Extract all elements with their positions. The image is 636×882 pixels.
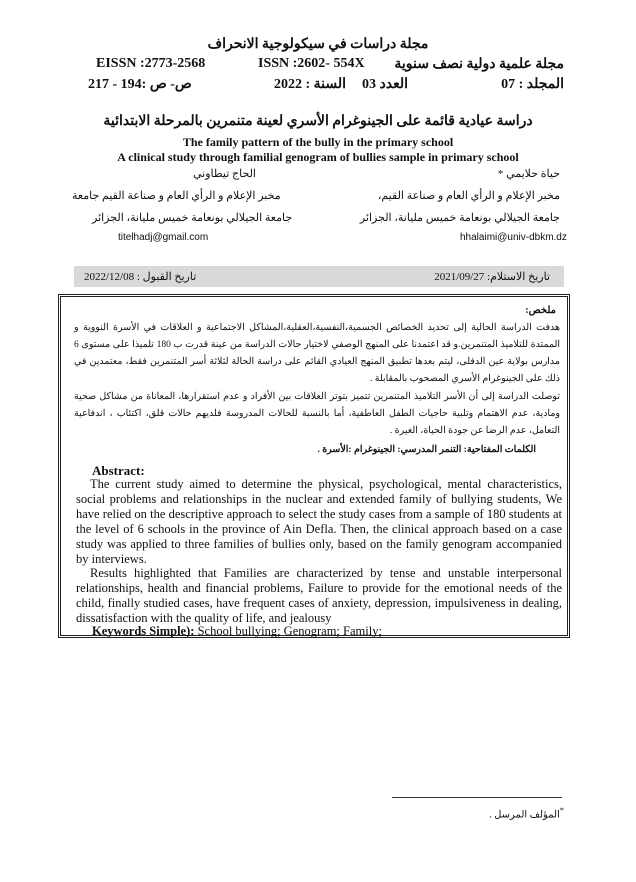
- title-arabic: دراسة عيادية قائمة على الجينوغرام الأسري لعينة متنمرين بالمرحلة الابتدائية: [103, 114, 533, 129]
- abstract-en-paragraph-2: Results highlighted that Families are characterized by tense and unstable interpersonal relationships, health and financial problems, Failure to provide for the emotional needs of the child, finally studied cases, have frequent cases of anxiety, depression, impulsiveness in dealing, dissatisfaction with the quality of life, and jealousy: [76, 566, 562, 625]
- author-1-name: حياة حلايمي *: [497, 168, 560, 180]
- footnote-text: المؤلف المرسل .: [489, 809, 560, 821]
- author-2-email[interactable]: titelhadj@gmail.com: [118, 232, 209, 243]
- author-1-email[interactable]: hhalaimi@univ-dbkm.dz: [460, 232, 567, 243]
- issue: العدد 03: [362, 77, 408, 92]
- pages: ص- ص :194 - 217: [88, 77, 192, 92]
- author-1-university: جامعة الجيلالي بونعامة خميس مليانة، الجزائر: [359, 212, 560, 224]
- author-2-lab: مخبر الإعلام و الرأي العام و صناعة القيم جامعة: [72, 190, 281, 202]
- abstract-en-keywords-line: [92, 624, 382, 639]
- abstract-en-paragraph-1: The current study aimed to determine the physical, psychological, mental characteristics, social problems and relationships in the nuclear and extended family of bullying students, We have relied on the descriptive approach to select the study cases from a sample of 180 students at the level of 6 schools in the province of Ain Defla. Then, the clinical approach based on a case study was applied to three families of bullies only, based on the family genogram accompanied by interviews.: [76, 477, 562, 566]
- abstract-ar-paragraph-1: هدفت الدراسة الحالية إلى تحديد الخصائص الجسمية،النفسية،العقلية،المشاكل الاجتماعية و العلاقات في الأسرة النووية و الممتدة للتلاميذ المتنمرين.و قد اعتمدنا على المنهج الوصفي لاختيار حالات الدراسة من عينة قدرت ب 180 تلميذا على مستوى 6 مدارس بولاية عين الدفلى، ليتم بعدها تطبيق المنهج العيادي القائم على دراسة الحالة لثلاثة أسر المتنمرين فقط، معتمدين في ذلك على الجينوغرام الأسري المصحوب بالمقابلة .: [74, 323, 560, 384]
- footnote-separator: [392, 797, 562, 798]
- journal-name: مجلة دراسات في سيكولوجية الانحراف: [207, 37, 429, 52]
- author-2-name: الحاج تيطاوني: [192, 168, 256, 180]
- title-english-line-2: A clinical study through familial genogram of bullies sample in primary school: [117, 150, 519, 164]
- accepted-date: تاريخ القبول : 2022/12/08: [84, 271, 197, 283]
- abstract-ar-paragraph-2: توصلت الدراسة إلى أن الأسر التلاميذ المتنمرين تتميز بتوتر العلاقات بين الأفراد و عدم استقرارها، المعاناة من مشاكل صحية ومادية، عدم الاهتمام وتلبية حاجيات الطفل العاطفية، أما بالنسبة للحالات المدروسة فلديهم حالات قلق، اكتئاب ، اندفاعية التعامل، عدم الرضا عن جودة الحياة، الغيرة .: [74, 392, 560, 436]
- abstract-en-heading: Abstract:: [92, 463, 145, 478]
- author-2-university: جامعة الجيلالي بونعامة خميس مليانة، الجزائر: [92, 212, 293, 224]
- abstract-ar-heading: ملخص:: [525, 305, 556, 316]
- year: السنة : 2022: [273, 77, 346, 92]
- received-date: تاريخ الاستلام: 2021/09/27: [434, 271, 550, 283]
- journal-type: مجلة علمية دولية نصف سنوية: [394, 57, 564, 72]
- abstract-en-keywords-label: Keywords Simple):: [92, 624, 195, 638]
- volume: المجلد : 07: [501, 77, 564, 92]
- author-1-lab: مخبر الإعلام و الرأي العام و صناعة القيم،: [377, 190, 560, 202]
- abstract-ar-keywords: الكلمات المفتاحية: التنمر المدرسي: الجينوغرام :الأسرة .: [317, 445, 536, 455]
- abstract-en-keywords: School bullying; Genogram; Family;: [197, 624, 382, 638]
- title-english-line-1: The family pattern of the bully in the primary school: [182, 135, 454, 149]
- footnote: [489, 806, 564, 820]
- eissn: EISSN :2773-2568: [96, 56, 206, 71]
- dates-bar: [74, 266, 564, 287]
- footnote-mark: *: [559, 806, 564, 815]
- issn: ISSN :2602- 554X: [258, 56, 365, 71]
